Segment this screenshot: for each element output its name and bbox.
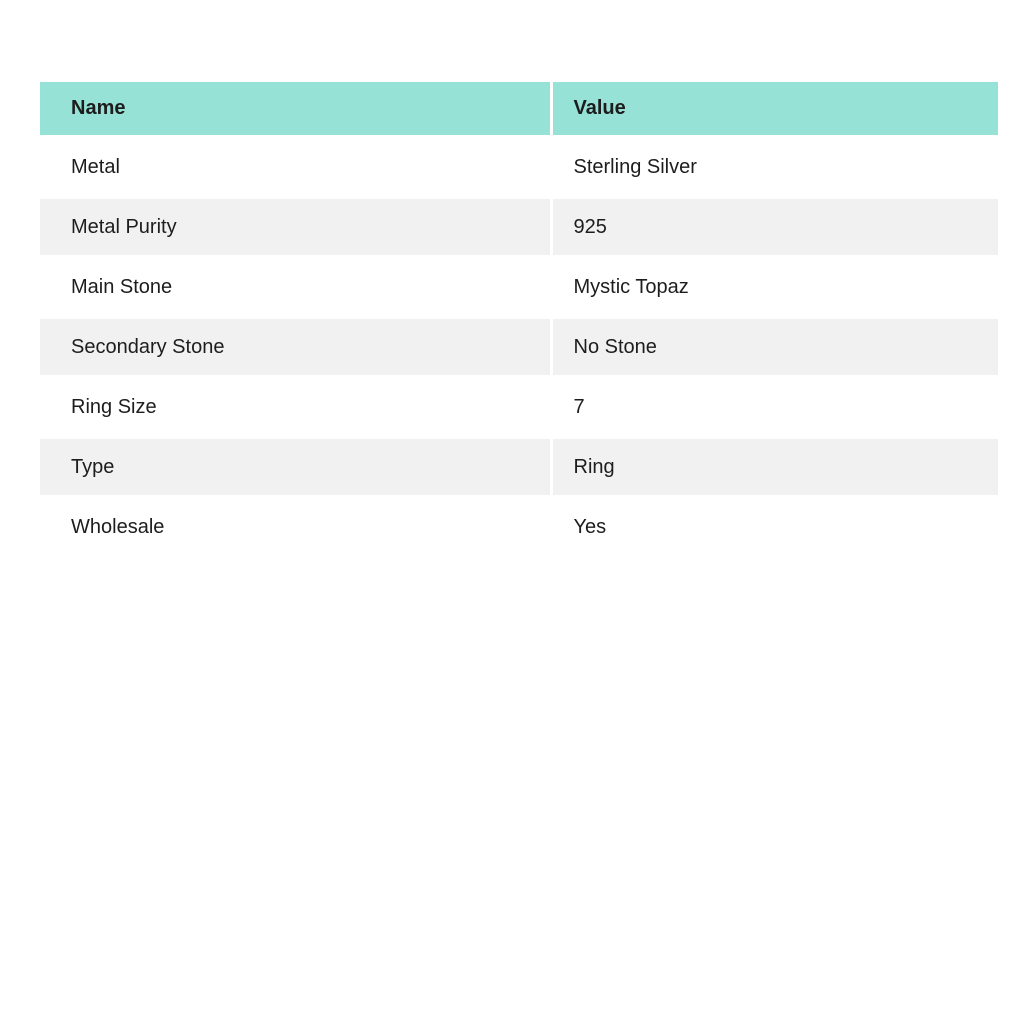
attribute-value-cell: Yes — [553, 499, 999, 555]
attribute-name-cell: Secondary Stone — [40, 319, 550, 375]
attribute-value-cell: No Stone — [553, 319, 999, 375]
product-attributes-table — [37, 78, 1001, 559]
table-row — [40, 439, 998, 495]
table-body — [40, 139, 998, 555]
table-row — [40, 199, 998, 255]
attribute-name-cell: Main Stone — [40, 259, 550, 315]
attribute-name-cell: Wholesale — [40, 499, 550, 555]
attribute-value-cell: Mystic Topaz — [553, 259, 999, 315]
attribute-name-cell: Ring Size — [40, 379, 550, 435]
table-head — [40, 82, 998, 135]
attribute-name-cell: Metal — [40, 139, 550, 195]
table-row — [40, 259, 998, 315]
column-header-value: Value — [553, 82, 999, 135]
attribute-value-cell: 7 — [553, 379, 999, 435]
table-row — [40, 319, 998, 375]
table-row — [40, 139, 998, 195]
column-header-name: Name — [40, 82, 550, 135]
attribute-value-cell: Ring — [553, 439, 999, 495]
attribute-name-cell: Metal Purity — [40, 199, 550, 255]
attribute-value-cell: Sterling Silver — [553, 139, 999, 195]
table-header-row — [40, 82, 998, 135]
attribute-name-cell: Type — [40, 439, 550, 495]
table-row — [40, 379, 998, 435]
table-row — [40, 499, 998, 555]
attribute-value-cell: 925 — [553, 199, 999, 255]
